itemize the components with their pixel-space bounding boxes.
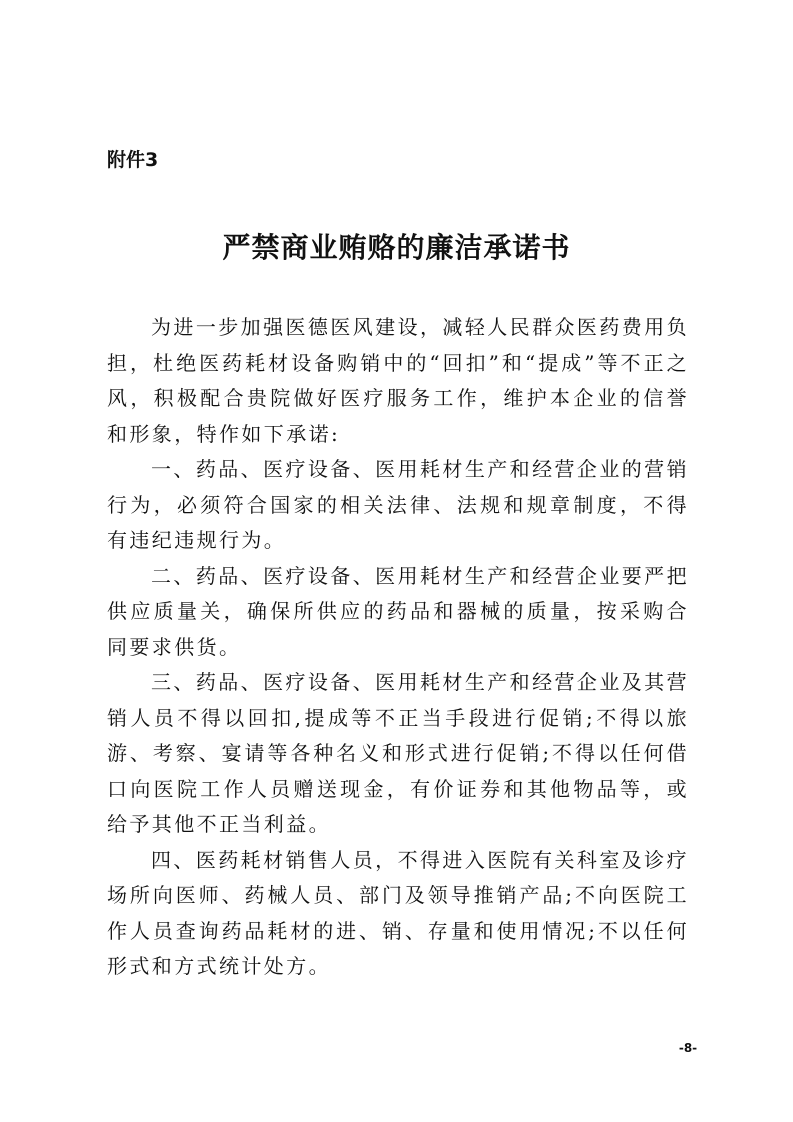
page-number: -8- (678, 1041, 698, 1055)
document-title: 严禁商业贿赂的廉洁承诺书 (222, 231, 571, 264)
paragraph-commitment-1: 一、药品、医疗设备、医用耗材生产和经营企业的营销行为，必须符合国家的相关法律、法规和规章制度，不得有违纪违规行为。 (107, 457, 689, 552)
paragraph-intro: 为进一步加强医德医风建设，减轻人民群众医药费用负担，杜绝医药耗材设备购销中的“回扣”和“提成”等不正之风，积极配合贵院做好医疗服务工作，维护本企业的信誉和形象，特作如下承诺: (107, 315, 689, 446)
attachment-label: 附件3 (107, 149, 159, 171)
document-body (107, 310, 689, 985)
paragraph-commitment-2: 二、药品、医疗设备、医用耗材生产和经营企业要严把供应质量关，确保所供应的药品和器械的质量，按采购合同要求供货。 (107, 563, 689, 659)
paragraph-commitment-4: 四、医药耗材销售人员，不得进入医院有关科室及诊疗场所向医师、药械人员、部门及领导推销产品;不向医院工作人员查询药品耗材的进、销、存量和使用情况;不以任何形式和方式统计处方。 (107, 847, 689, 978)
paragraph-commitment-3: 三、药品、医疗设备、医用耗材生产和经营企业及其营销人员不得以回扣,提成等不正当手段进行促销;不得以旅游、考察、宴请等各种名义和形式进行促销;不得以任何借口向医院工作人员赠送现金，有价证券和其他物品等，或给予其他不正当利益。 (107, 670, 689, 836)
